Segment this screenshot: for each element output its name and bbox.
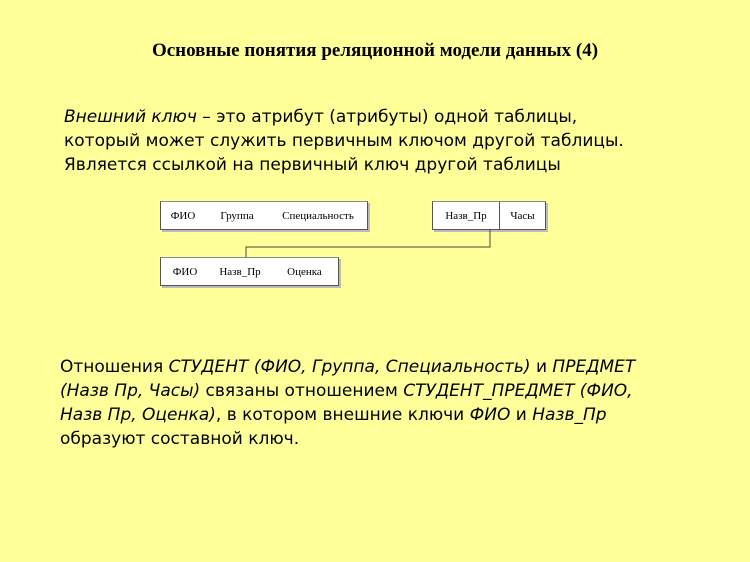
relation-student: СТУДЕНТ (ФИО, Группа, Специальность) xyxy=(168,357,531,377)
link-line-subject xyxy=(246,229,490,257)
relation-text: Отношения xyxy=(60,357,169,377)
table-student-subject-col-fio: ФИО xyxy=(172,265,198,278)
relation-line-2 xyxy=(60,379,635,403)
table-student-subject xyxy=(160,257,339,286)
slide-title: Основные понятия реляционной модели данных (4) xyxy=(151,40,599,61)
relation-paragraph xyxy=(60,355,635,451)
definition-text: – это атрибут (атрибуты) одной таблицы, xyxy=(196,107,578,127)
relation-text: , в котором внешние ключи xyxy=(215,405,470,425)
table-student-subject-col-subject: Назв_Пр xyxy=(219,265,261,278)
table-subject-col-name: Назв_Пр xyxy=(445,209,487,222)
table-student xyxy=(160,201,368,230)
relation-line-3 xyxy=(60,403,635,427)
key-subject-name: Назв_Пр xyxy=(532,405,607,425)
relation-text: и xyxy=(530,357,553,377)
relation-line-1 xyxy=(60,355,635,379)
key-fio: ФИО xyxy=(469,405,511,425)
table-student-col-fio: ФИО xyxy=(170,209,196,222)
definition-paragraph xyxy=(64,105,624,177)
definition-line-1 xyxy=(64,105,624,129)
table-student-col-specialty: Специальность xyxy=(282,209,354,222)
relation-line-4: образуют составной ключ. xyxy=(60,429,300,449)
relation-text: и xyxy=(510,405,533,425)
table-student-subject-col-grade: Оценка xyxy=(287,265,322,278)
table-subject xyxy=(432,201,546,230)
relation-subject: ПРЕДМЕТ xyxy=(552,357,636,377)
relation-subject-attrs: (Назв Пр, Часы) xyxy=(60,381,201,401)
table-subject-col-hours: Часы xyxy=(499,202,545,229)
table-student-col-group: Группа xyxy=(220,209,254,222)
relation-student-subject-attrs: Назв Пр, Оценка) xyxy=(60,405,216,425)
term-foreign-key: Внешний ключ xyxy=(64,107,197,127)
relation-student-subject: СТУДЕНТ_ПРЕДМЕТ (ФИО, xyxy=(403,381,633,401)
relation-text: связаны отношением xyxy=(200,381,404,401)
definition-line-2: который может служить первичным ключом другой таблицы. xyxy=(64,131,624,151)
definition-line-3: Является ссылкой на первичный ключ другой таблицы xyxy=(64,155,561,175)
